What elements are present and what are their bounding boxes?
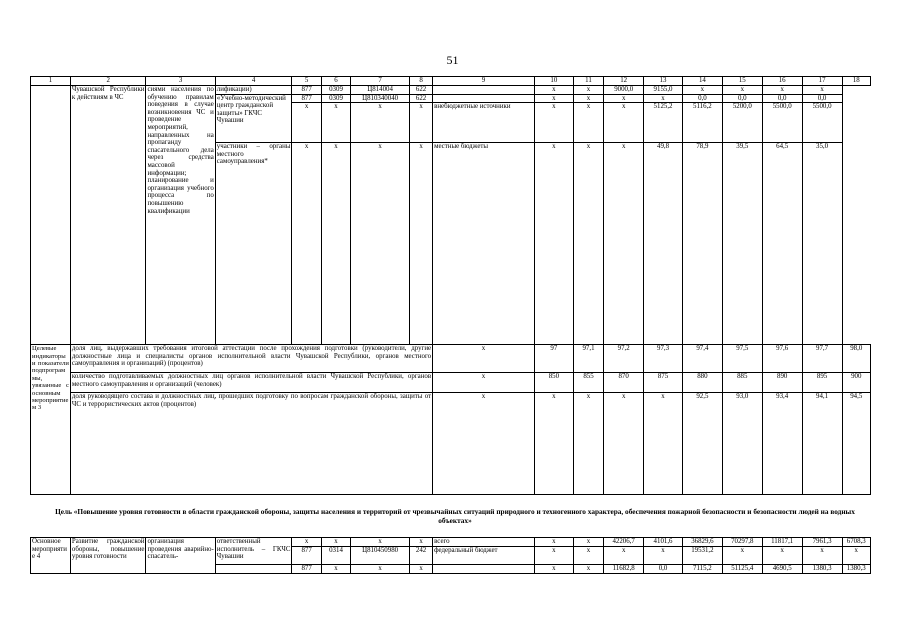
table-cell: x [321, 103, 350, 143]
table-cell: x [410, 103, 433, 143]
table-cell: 0314 [321, 546, 350, 564]
table-cell: x [842, 546, 870, 564]
table-cell: x [321, 564, 350, 573]
table-cell: x [644, 546, 683, 564]
source-cell: федеральный бюджет [433, 546, 535, 564]
table-cell: x [604, 143, 644, 345]
indicators-label: Целевые индикаторы и показатели подпрограммы, увязанные с основным мероприятием 3 [31, 345, 71, 495]
table-cell: x [573, 103, 603, 143]
table-cell: x [722, 86, 762, 95]
source-cell: местные бюджеты [433, 143, 535, 345]
program-table [30, 76, 871, 495]
table-cell: 11682,8 [604, 564, 644, 573]
table-cell: 78,9 [682, 143, 722, 345]
empty-cell [31, 86, 71, 345]
indicator-row [31, 373, 871, 393]
table-cell: x [292, 538, 321, 547]
table-cell: x [762, 546, 802, 564]
table-cell: Ц810340040 [351, 94, 410, 103]
table-cell: 97,6 [762, 345, 802, 373]
table-cell: x [802, 546, 842, 564]
table-cell: x [722, 546, 762, 564]
table-cell: x [573, 94, 603, 103]
table-cell: 97,7 [802, 345, 842, 373]
table-cell: 97 [534, 345, 573, 373]
table-cell: 9000,0 [604, 86, 644, 95]
header-cell: 18 [842, 77, 870, 86]
table-cell: 97,2 [604, 345, 644, 373]
table-cell: x [351, 538, 410, 547]
table-cell: x [534, 564, 573, 573]
executor-cell: ответственный исполнитель – ГКЧС Чувашии [215, 538, 292, 565]
table-cell: x [534, 103, 573, 143]
table-cell: 880 [682, 373, 722, 393]
table-cell: 885 [722, 373, 762, 393]
table-cell: 0,0 [722, 94, 762, 103]
table-cell: 0,0 [682, 94, 722, 103]
table-cell: 35,0 [802, 143, 842, 345]
table-cell: Ц814004 [351, 86, 410, 95]
executor-cell: «Учебно-методический центр гражданской защиты» ГКЧС Чувашии [215, 94, 292, 143]
header-cell: 2 [70, 77, 146, 86]
table-cell: x [351, 564, 410, 573]
header-cell: 16 [762, 77, 802, 86]
table-cell: 877 [292, 546, 321, 564]
table-cell: x [410, 538, 433, 547]
table-cell: x [534, 393, 573, 495]
table-cell: 94,1 [802, 393, 842, 495]
table-cell: 0,0 [644, 564, 683, 573]
table-cell: 877 [292, 94, 321, 103]
indicator-text: количество подготавливаемых должностных лиц органов исполнительной власти Чувашской Республики, органов местного самоуправления и организаций (человек) [70, 373, 432, 393]
table-cell: x [573, 86, 603, 95]
measure-target-cell: Чувашской Республики к действиям в ЧС [70, 86, 146, 345]
table-cell: 0,0 [762, 94, 802, 103]
table-cell: 93,0 [722, 393, 762, 495]
table-row [31, 86, 871, 95]
table-cell: 855 [573, 373, 603, 393]
table-cell: 19531,2 [682, 546, 722, 564]
table-cell: 49,8 [644, 143, 683, 345]
table-cell: 890 [762, 373, 802, 393]
table-cell: x [534, 94, 573, 103]
header-cell: 7 [351, 77, 410, 86]
table-cell: 51125,4 [722, 564, 762, 573]
table-cell: x [351, 103, 410, 143]
table-cell: x [573, 143, 603, 345]
table-cell: 1380,3 [842, 564, 870, 573]
header-cell: 1 [31, 77, 71, 86]
header-cell: 6 [321, 77, 350, 86]
table-cell: 11817,1 [762, 538, 802, 547]
header-row [31, 77, 871, 86]
table-cell: x [573, 546, 603, 564]
activity-cell: организация проведения аварийно-спасатель- [146, 538, 215, 574]
table-cell: x [573, 393, 603, 495]
source-cell [433, 86, 535, 95]
table-cell: x [351, 143, 410, 345]
indicator-text: доля лиц, выдержавших требования итоговой аттестации после прохождения подготовки (руководители, другие должностные лица и специалисты органов исполнительной власти Чувашской Республики, органов местного самоуправления и организаций) (процентов) [70, 345, 432, 373]
table-cell: 0,0 [802, 94, 842, 103]
header-cell: 8 [410, 77, 433, 86]
table-cell: x [321, 143, 350, 345]
measure-title-cell: Основное мероприятие 4 [31, 538, 71, 574]
table-cell: x [410, 143, 433, 345]
table-cell: x [762, 86, 802, 95]
header-cell: 13 [644, 77, 683, 86]
table-cell: x [573, 538, 603, 547]
indicator-text: доля руководящего состава и должностных лиц, прошедших подготовку по вопросам гражданской обороны, защиты от ЧС и террористических актов (процентов) [70, 393, 432, 495]
executor-cell [215, 564, 292, 573]
header-cell: 5 [292, 77, 321, 86]
measure-target-cell: Развитие гражданской обороны, повышение уровня готовности [70, 538, 146, 574]
table-cell: x [433, 393, 535, 495]
table-cell: 0309 [321, 86, 350, 95]
table-cell: 94,5 [842, 393, 870, 495]
table-cell: 5200,0 [722, 103, 762, 143]
table-cell: 39,5 [722, 143, 762, 345]
table-cell: x [604, 546, 644, 564]
table-cell: 5500,0 [762, 103, 802, 143]
header-cell: 11 [573, 77, 603, 86]
table-cell: x [534, 546, 573, 564]
table-cell: x [604, 94, 644, 103]
table-cell: 877 [292, 86, 321, 95]
table-cell: x [534, 538, 573, 547]
table-cell: 97,1 [573, 345, 603, 373]
table-cell: 870 [604, 373, 644, 393]
table-cell: x [604, 393, 644, 495]
table-cell: 5125,2 [644, 103, 683, 143]
header-cell: 3 [146, 77, 215, 86]
table-cell: 42206,7 [604, 538, 644, 547]
indicator-row [31, 393, 871, 495]
activity-cell: сиями населения по обучению правилам поведения в случае возникновения ЧС и проведение мероприятий, направленных на пропаганду спасательного дела через средства массовой информации; планирование и организация учебного процесса по повышению квалификации [146, 86, 215, 345]
table-cell: 7961,3 [802, 538, 842, 547]
table-cell: 622 [410, 94, 433, 103]
table-cell: x [604, 103, 644, 143]
indicator-row [31, 345, 871, 373]
table-cell: x [573, 564, 603, 573]
table-cell: 4690,5 [762, 564, 802, 573]
header-cell: 12 [604, 77, 644, 86]
table-cell: 64,5 [762, 143, 802, 345]
table-cell: 93,4 [762, 393, 802, 495]
table-cell: 1380,3 [802, 564, 842, 573]
source-cell [433, 94, 535, 103]
executor-cell: участники – органы местного самоуправления* [215, 143, 292, 345]
executor-cell: лификации) [215, 86, 292, 95]
goal-heading: Цель «Повышение уровня готовности в области гражданской обороны, защиты населения и территорий от чрезвычайных ситуаций природного и техногенного характера, обеспечения пожарной безопасности и безопасности людей на водных объектах» [55, 507, 855, 525]
header-cell: 15 [722, 77, 762, 86]
table-cell: 900 [842, 373, 870, 393]
table-cell: x [292, 143, 321, 345]
header-cell: 17 [802, 77, 842, 86]
table-cell: 36829,6 [682, 538, 722, 547]
page-number: 51 [446, 53, 459, 67]
table-cell: x [410, 564, 433, 573]
table-cell: 97,5 [722, 345, 762, 373]
table-cell: x [292, 103, 321, 143]
table-cell: 4101,6 [644, 538, 683, 547]
table-cell: 877 [292, 564, 321, 573]
source-cell: внебюджетные источники [433, 103, 535, 143]
table-cell: Ц810450980 [351, 546, 410, 564]
table-cell: 7115,2 [682, 564, 722, 573]
measure-4-table [30, 537, 871, 574]
header-cell: 14 [682, 77, 722, 86]
table-cell: x [682, 86, 722, 95]
table-cell: 9155,0 [644, 86, 683, 95]
table-cell: 242 [410, 546, 433, 564]
table-cell: 98,0 [842, 345, 870, 373]
header-cell: 9 [433, 77, 535, 86]
table-cell: x [321, 538, 350, 547]
table-cell: 875 [644, 373, 683, 393]
table-cell: 895 [802, 373, 842, 393]
table-cell: 70297,8 [722, 538, 762, 547]
table-cell: x [802, 86, 842, 95]
table-cell: x [534, 86, 573, 95]
table-cell: 97,3 [644, 345, 683, 373]
table-cell: 5116,2 [682, 103, 722, 143]
table-row [31, 538, 871, 547]
table-cell: 850 [534, 373, 573, 393]
source-cell: всего [433, 538, 535, 547]
table-cell: 622 [410, 86, 433, 95]
table-cell: x [534, 143, 573, 345]
source-cell [433, 564, 535, 573]
table-cell: x [644, 393, 683, 495]
table-cell: 6708,3 [842, 538, 870, 547]
table-cell: 92,5 [682, 393, 722, 495]
table-cell: 97,4 [682, 345, 722, 373]
header-cell: 10 [534, 77, 573, 86]
table-cell: x [433, 373, 535, 393]
header-cell: 4 [215, 77, 292, 86]
table-cell: 0309 [321, 94, 350, 103]
table-cell: x [644, 94, 683, 103]
table-cell: x [433, 345, 535, 373]
table-cell: 5500,0 [802, 103, 842, 143]
